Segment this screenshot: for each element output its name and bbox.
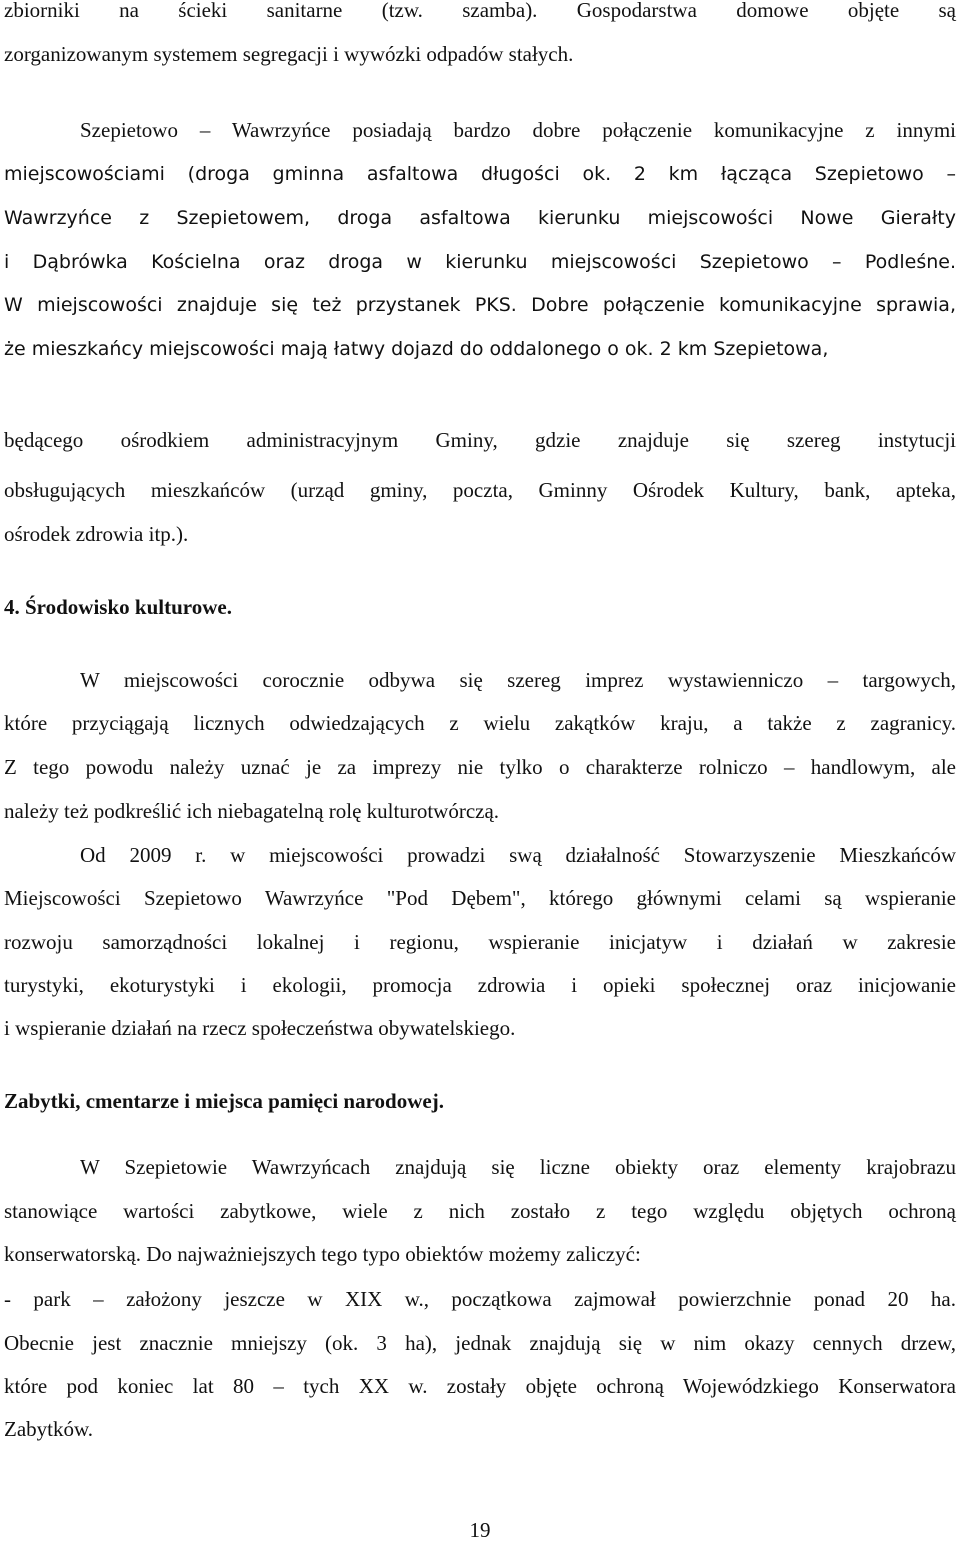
text-line: Szepietowo – Wawrzyńce posiadają bardzo dobre połączenie komunikacyjne z innymi [80,118,956,142]
text-line: Z tego powodu należy uznać je za imprezy nie tylko o charakterze rolniczo – handlowym, ale [4,755,956,779]
text-line: że mieszkańcy miejscowości mają łatwy dojazd do oddalonego o ok. 2 km Szepietowa, [4,338,829,360]
text-line: ośrodek zdrowia itp.). [4,522,189,546]
text-line: stanowiące wartości zabytkowe, wiele z nich zostało z tego względu objętych ochroną [4,1199,956,1223]
text-line: należy też podkreślić ich niebagatelną rolę kulturotwórczą. [4,799,500,823]
text-line: zorganizowanym systemem segregacji i wywózki odpadów stałych. [4,42,574,66]
text-line: i wspieranie działań na rzecz społeczeństwa obywatelskiego. [4,1016,516,1040]
page-number: 19 [469,1518,491,1542]
text-line: zbiorniki na ścieki sanitarne (tzw. szamba). Gospodarstwa domowe objęte są [4,0,956,22]
text-line: będącego ośrodkiem administracyjnym Gminy, gdzie znajduje się szereg instytucji [4,428,956,452]
text-line: W miejscowości znajduje się też przystanek PKS. Dobre połączenie komunikacyjne sprawia, [4,294,956,316]
text-line: które pod koniec lat 80 – tych XX w. zostały objęte ochroną Wojewódzkiego Konserwatora [4,1374,956,1398]
section-heading: Zabytki, cmentarze i miejsca pamięci narodowej. [4,1089,444,1113]
text-line: obsługujących mieszkańców (urząd gminy, poczta, Gminny Ośrodek Kultury, bank, apteka, [4,478,956,502]
text-line: Od 2009 r. w miejscowości prowadzi swą działalność Stowarzyszenie Mieszkańców [80,843,956,867]
text-line: i Dąbrówka Kościelna oraz droga w kierunku miejscowości Szepietowo – Podleśne. [4,251,956,273]
text-line: - park – założony jeszcze w XIX w., początkowa zajmował powierzchnie ponad 20 ha. [4,1287,956,1311]
text-line: konserwatorską. Do najważniejszych tego typo obiektów możemy zaliczyć: [4,1242,641,1266]
section-heading: 4. Środowisko kulturowe. [4,595,232,619]
text-line: rozwoju samorządności lokalnej i regionu, wspieranie inicjatyw i działań w zakresie [4,930,956,954]
text-line: W miejscowości corocznie odbywa się szereg imprez wystawienniczo – targowych, [80,668,956,692]
text-line: miejscowościami (droga gminna asfaltowa długości ok. 2 km łącząca Szepietowo – [4,163,956,185]
text-line: Obecnie jest znacznie mniejszy (ok. 3 ha), jednak znajdują się w nim okazy cennych drzew, [4,1331,956,1355]
text-line: turystyki, ekoturystyki i ekologii, promocja zdrowia i opieki społecznej oraz inicjowanie [4,973,956,997]
text-line: Miejscowości Szepietowo Wawrzyńce "Pod Dębem", którego głównymi celami są wspieranie [4,886,956,910]
text-line: Zabytków. [4,1417,94,1441]
text-line: Wawrzyńce z Szepietowem, droga asfaltowa kierunku miejscowości Nowe Gierałty [4,207,956,229]
text-line: W Szepietowie Wawrzyńcach znajdują się liczne obiekty oraz elementy krajobrazu [80,1155,956,1179]
text-line: które przyciągają licznych odwiedzających z wielu zakątków kraju, a także z zagranicy. [4,711,956,735]
